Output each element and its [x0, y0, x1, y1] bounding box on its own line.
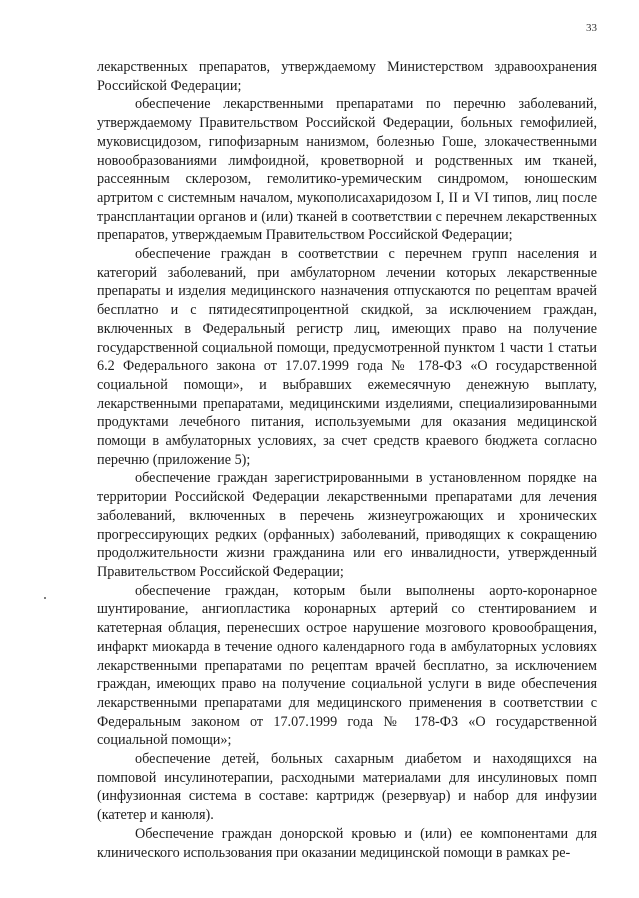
paragraph-orphan-diseases: обеспечение граждан зарегистрированными в установленном порядке на территории Российской Федерации лекарственными препаратами для лечения заболеваний, включенных в перечень жизнеугрожающих и хронических прогрессирующих редких (орфанных) заболеваний, приводящих к сокращению продолжительности жизни гражданина или его инвалидности, утвержденный Правительством Российской Федерации; [97, 470, 597, 580]
paragraph-rare-diseases-list: обеспечение лекарственными препаратами по перечню заболеваний, утверждаемому Правительством Российской Федерации, больных гемофилией, муковисцидозом, гипофизарным нанизмом, болезнью Гоше, злокачественными новообразованиями лимфоидной, кроветворной и родственных им тканей, рассеянным склерозом, гемолитико-уремическим синдромом, юношеским артритом с системным началом, мукополисахаридозом I, II и VI типов, лиц после трансплантации органов и (или) тканей в соответствии с перечнем лекарственных препаратов, утверждаемым Правительством Российской Федерации; [97, 96, 597, 244]
scan-artifact-dot [44, 597, 46, 599]
paragraph-continuation: лекарственных препаратов, утверждаемому Министерством здравоохранения Российской Федерации; [97, 59, 597, 94]
paragraph-cardiac-patients: обеспечение граждан, которым были выполнены аорто-коронарное шунтирование, ангиопластика коронарных артерий со стентированием и катетерная облация, перенесших острое нарушение мозгового кровообращения, инфаркт миокарда в течение одного календарного года в амбулаторных условиях лекарственными препаратами по рецептам врачей бесплатно, за исключением граждан, имеющих право на получение социальной услуги в виде обеспечения лекарственными препаратами для медицинского применения в соответствии с Федеральным законом от 17.07.1999 года № 178-ФЗ «О государственной социальной помощи»; [97, 582, 597, 749]
paragraph-diabetic-children: обеспечение детей, больных сахарным диабетом и находящихся на помповой инсулинотерапии, расходными материалами для инсулиновых помп (инфузионная система в составе: картридж (резервуар) и набор для инфузии (катетер и канюля). [97, 751, 597, 824]
paragraph-outpatient-benefits: обеспечение граждан в соответствии с перечнем групп населения и категорий заболеваний, при амбулаторном лечении которых лекарственные препараты и изделия медицинского назначения отпускаются по рецептам врачей бесплатно и с пятидесятипроцентной скидкой, за исключением граждан, включенных в Федеральный регистр лиц, имеющих право на получение государственной социальной помощи, предусмотренной пунктом 1 части 1 статьи 6.2 Федерального закона от 17.07.1999 года № 178-ФЗ «О государственной социальной помощи», и выбравших ежемесячную денежную выплату, лекарственными препаратами, медицинскими изделиями, специализированными продуктами лечебного питания, используемыми для оказания медицинской помощи в амбулаторных условиях, за счет средств краевого бюджета согласно перечню (приложение 5); [97, 246, 597, 468]
document-body [97, 58, 597, 862]
paragraph-donor-blood: Обеспечение граждан донорской кровью и (или) ее компонентами для клинического использования при оказании медицинской помощи в рамках ре- [97, 825, 597, 861]
page-number: 33 [586, 22, 597, 34]
